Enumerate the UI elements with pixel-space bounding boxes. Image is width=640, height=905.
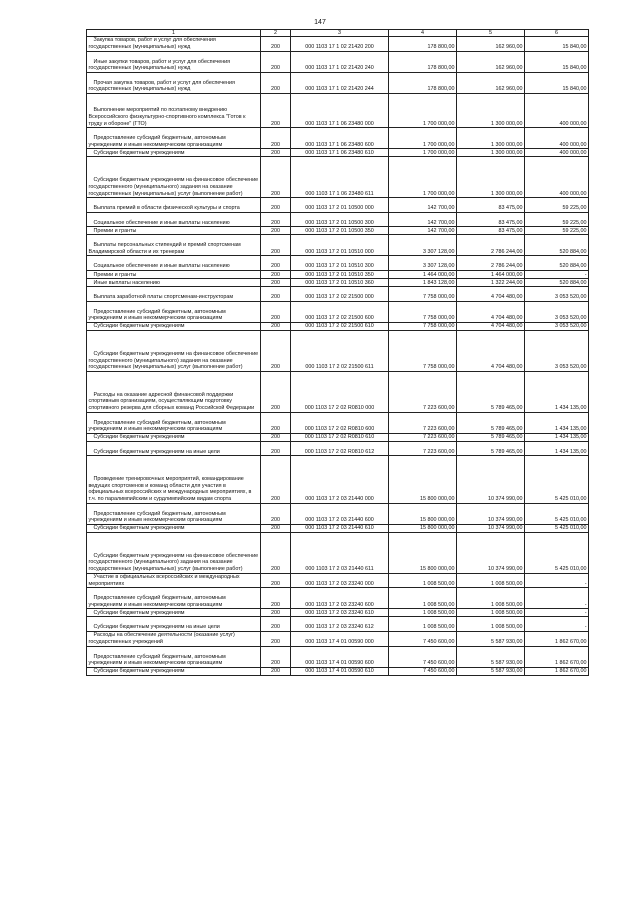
row-code: 200 xyxy=(261,149,291,157)
table-row xyxy=(87,157,589,198)
row-kbk: 000 1103 17 2 03 23240 000 xyxy=(291,573,389,588)
row-code: 200 xyxy=(261,588,291,609)
row-kbk: 000 1103 17 4 01 00590 610 xyxy=(291,667,389,675)
row-name: Премии и гранты xyxy=(87,271,261,279)
row-code: 200 xyxy=(261,256,291,271)
row-name: Предоставление субсидий бюджетным, автономным учреждениям и иным некоммерческим организациям xyxy=(87,646,261,667)
row-code: 200 xyxy=(261,301,291,322)
row-value-col5: 4 704 480,00 xyxy=(457,287,525,302)
row-value-col6: 1 862 670,00 xyxy=(525,632,589,647)
row-value-col6: 1 434 135,00 xyxy=(525,433,589,441)
row-value-col5: 5 789 465,00 xyxy=(457,412,525,433)
row-value-col4: 1 700 000,00 xyxy=(389,157,457,198)
row-value-col5: 4 704 480,00 xyxy=(457,330,525,371)
table-row xyxy=(87,322,589,330)
row-code: 200 xyxy=(261,667,291,675)
row-kbk: 000 1103 17 2 03 23240 612 xyxy=(291,617,389,632)
column-header-2: 2 xyxy=(261,30,291,37)
row-value-col4: 7 223 600,00 xyxy=(389,412,457,433)
row-kbk: 000 1103 17 2 02 R0810 612 xyxy=(291,441,389,456)
table-row xyxy=(87,128,589,149)
row-kbk: 000 1103 17 2 02 R0810 610 xyxy=(291,433,389,441)
row-value-col5: 5 587 930,00 xyxy=(457,632,525,647)
row-name: Прочая закупка товаров, работ и услуг для обеспечения государственных (муниципальных) нужд xyxy=(87,72,261,93)
row-value-col6: - xyxy=(525,271,589,279)
row-kbk: 000 1103 17 2 03 21440 610 xyxy=(291,524,389,532)
table-row xyxy=(87,646,589,667)
table-row xyxy=(87,256,589,271)
table-row xyxy=(87,287,589,302)
row-value-col6: 3 053 520,00 xyxy=(525,322,589,330)
row-code: 200 xyxy=(261,330,291,371)
row-value-col5: 1 300 000,00 xyxy=(457,128,525,149)
row-value-col5: 162 960,00 xyxy=(457,72,525,93)
row-code: 200 xyxy=(261,93,291,127)
row-value-col6: 59 225,00 xyxy=(525,227,589,235)
row-kbk: 000 1103 17 2 03 21440 611 xyxy=(291,532,389,573)
row-value-col6: - xyxy=(525,588,589,609)
row-value-col4: 7 758 000,00 xyxy=(389,287,457,302)
row-code: 200 xyxy=(261,322,291,330)
row-value-col4: 142 700,00 xyxy=(389,198,457,213)
row-value-col5: 83 475,00 xyxy=(457,198,525,213)
row-kbk: 000 1103 17 1 06 23480 000 xyxy=(291,93,389,127)
row-code: 200 xyxy=(261,524,291,532)
row-value-col5: 1 008 500,00 xyxy=(457,573,525,588)
table-row xyxy=(87,503,589,524)
row-value-col4: 7 223 600,00 xyxy=(389,433,457,441)
row-value-col6: - xyxy=(525,617,589,632)
table-row xyxy=(87,412,589,433)
row-kbk: 000 1103 17 1 02 21420 200 xyxy=(291,37,389,52)
table-row xyxy=(87,227,589,235)
row-code: 200 xyxy=(261,441,291,456)
row-kbk: 000 1103 17 2 02 R0810 000 xyxy=(291,371,389,412)
row-value-col6: 1 862 670,00 xyxy=(525,667,589,675)
row-value-col4: 15 800 000,00 xyxy=(389,532,457,573)
row-name: Предоставление субсидий бюджетным, автономным учреждениям и иным некоммерческим организациям xyxy=(87,128,261,149)
row-code: 200 xyxy=(261,72,291,93)
row-code: 200 xyxy=(261,271,291,279)
row-value-col5: 1 300 000,00 xyxy=(457,157,525,198)
row-value-col4: 7 450 600,00 xyxy=(389,667,457,675)
table-row xyxy=(87,532,589,573)
row-name: Субсидии бюджетным учреждениям на иные цели xyxy=(87,441,261,456)
table-row xyxy=(87,301,589,322)
row-code: 200 xyxy=(261,456,291,503)
row-kbk: 000 1103 17 2 01 10500 350 xyxy=(291,227,389,235)
row-value-col5: 2 786 244,00 xyxy=(457,235,525,256)
row-value-col6: 520 884,00 xyxy=(525,279,589,287)
row-value-col5: 1 300 000,00 xyxy=(457,93,525,127)
row-name: Субсидии бюджетным учреждениям xyxy=(87,524,261,532)
row-code: 200 xyxy=(261,433,291,441)
table-row xyxy=(87,198,589,213)
row-code: 200 xyxy=(261,212,291,227)
row-name: Субсидии бюджетным учреждениям xyxy=(87,149,261,157)
row-kbk: 000 1103 17 1 02 21420 240 xyxy=(291,51,389,72)
row-name: Социальное обеспечение и иные выплаты населению xyxy=(87,212,261,227)
row-code: 200 xyxy=(261,287,291,302)
row-value-col6: 1 434 135,00 xyxy=(525,412,589,433)
row-value-col4: 7 450 600,00 xyxy=(389,632,457,647)
row-kbk: 000 1103 17 2 02 R0810 600 xyxy=(291,412,389,433)
row-code: 200 xyxy=(261,279,291,287)
table-row xyxy=(87,667,589,675)
row-name: Субсидии бюджетным учреждениям xyxy=(87,667,261,675)
row-value-col4: 7 758 000,00 xyxy=(389,301,457,322)
row-name: Участие в официальных всероссийских и международных мероприятиях xyxy=(87,573,261,588)
row-value-col5: 5 587 930,00 xyxy=(457,646,525,667)
row-value-col5: 1 464 000,00 xyxy=(457,271,525,279)
row-value-col4: 7 223 600,00 xyxy=(389,371,457,412)
table-row xyxy=(87,371,589,412)
column-header-1: 1 xyxy=(87,30,261,37)
table-row xyxy=(87,72,589,93)
row-value-col4: 178 800,00 xyxy=(389,51,457,72)
row-kbk: 000 1103 17 2 01 10510 000 xyxy=(291,235,389,256)
row-value-col4: 1 008 500,00 xyxy=(389,609,457,617)
row-name: Закупка товаров, работ и услуг для обеспечения государственных (муниципальных) нужд xyxy=(87,37,261,52)
row-value-col5: 162 960,00 xyxy=(457,37,525,52)
row-code: 200 xyxy=(261,37,291,52)
table-row xyxy=(87,93,589,127)
row-value-col6: 3 053 520,00 xyxy=(525,287,589,302)
table-row xyxy=(87,441,589,456)
row-value-col5: 1 322 244,00 xyxy=(457,279,525,287)
row-name: Выплаты персональных стипендий и премий спортсменам Владимирской области и их тренерам xyxy=(87,235,261,256)
row-value-col4: 178 800,00 xyxy=(389,37,457,52)
row-kbk: 000 1103 17 2 01 10500 000 xyxy=(291,198,389,213)
budget-table xyxy=(86,29,589,676)
row-name: Субсидии бюджетным учреждениям на иные цели xyxy=(87,617,261,632)
row-value-col6: 400 000,00 xyxy=(525,93,589,127)
row-value-col6: 1 434 135,00 xyxy=(525,441,589,456)
row-name: Проведение тренировочных мероприятий, командирование ведущих спортсменов и команд области для участия в официальных всероссийских и международных мероприятиях, в т.ч. по паралимпийским и сурдлимпийским видам спорта xyxy=(87,456,261,503)
row-name: Субсидии бюджетным учреждениям xyxy=(87,433,261,441)
row-name: Иные закупки товаров, работ и услуг для обеспечения государственных (муниципальных) нужд xyxy=(87,51,261,72)
table-row xyxy=(87,573,589,588)
row-value-col4: 15 800 000,00 xyxy=(389,456,457,503)
column-header-3: 3 xyxy=(291,30,389,37)
table-row xyxy=(87,51,589,72)
row-kbk: 000 1103 17 2 03 21440 600 xyxy=(291,503,389,524)
row-name: Предоставление субсидий бюджетным, автономным учреждениям и иным некоммерческим организациям xyxy=(87,412,261,433)
row-code: 200 xyxy=(261,532,291,573)
row-value-col4: 178 800,00 xyxy=(389,72,457,93)
row-name: Расходы на оказание адресной финансовой поддержки спортивным организациям, осуществляющим подготовку спортивного резерва для сборных команд Российской Федерации xyxy=(87,371,261,412)
row-value-col4: 1 008 500,00 xyxy=(389,588,457,609)
row-kbk: 000 1103 17 2 02 21500 600 xyxy=(291,301,389,322)
row-name: Предоставление субсидий бюджетным, автономным учреждениям и иным некоммерческим организациям xyxy=(87,503,261,524)
table-row xyxy=(87,271,589,279)
table-row xyxy=(87,279,589,287)
row-value-col6: 5 425 010,00 xyxy=(525,532,589,573)
row-value-col5: 2 786 244,00 xyxy=(457,256,525,271)
table-row xyxy=(87,330,589,371)
row-kbk: 000 1103 17 2 02 21500 000 xyxy=(291,287,389,302)
row-value-col4: 7 758 000,00 xyxy=(389,322,457,330)
row-code: 200 xyxy=(261,573,291,588)
row-code: 200 xyxy=(261,609,291,617)
row-kbk: 000 1103 17 2 01 10510 350 xyxy=(291,271,389,279)
table-row xyxy=(87,524,589,532)
row-value-col6: 1 434 135,00 xyxy=(525,371,589,412)
row-value-col6: 520 884,00 xyxy=(525,256,589,271)
row-value-col5: 5 587 930,00 xyxy=(457,667,525,675)
row-value-col5: 1 008 500,00 xyxy=(457,609,525,617)
row-value-col4: 3 307 128,00 xyxy=(389,235,457,256)
row-name: Предоставление субсидий бюджетным, автономным учреждениям и иным некоммерческим организациям xyxy=(87,301,261,322)
row-value-col6: 3 053 520,00 xyxy=(525,330,589,371)
row-name: Премии и гранты xyxy=(87,227,261,235)
row-kbk: 000 1103 17 4 01 00590 600 xyxy=(291,646,389,667)
row-value-col6: 59 225,00 xyxy=(525,212,589,227)
row-kbk: 000 1103 17 2 02 21500 610 xyxy=(291,322,389,330)
row-value-col6: 5 425 010,00 xyxy=(525,456,589,503)
row-value-col6: 15 840,00 xyxy=(525,51,589,72)
row-value-col4: 7 223 600,00 xyxy=(389,441,457,456)
row-kbk: 000 1103 17 1 06 23480 600 xyxy=(291,128,389,149)
row-value-col6: 59 225,00 xyxy=(525,198,589,213)
row-value-col4: 1 464 000,00 xyxy=(389,271,457,279)
row-value-col5: 5 789 465,00 xyxy=(457,441,525,456)
table-body xyxy=(87,37,589,676)
row-value-col5: 4 704 480,00 xyxy=(457,322,525,330)
row-kbk: 000 1103 17 4 01 00590 000 xyxy=(291,632,389,647)
row-name: Выплата заработной платы спортсменам-инструкторам xyxy=(87,287,261,302)
row-value-col5: 4 704 480,00 xyxy=(457,301,525,322)
row-name: Субсидии бюджетным учреждениям xyxy=(87,609,261,617)
column-header-4: 4 xyxy=(389,30,457,37)
row-kbk: 000 1103 17 2 03 21440 000 xyxy=(291,456,389,503)
page-number: 147 xyxy=(314,19,326,26)
row-value-col6: 400 000,00 xyxy=(525,128,589,149)
row-value-col5: 10 374 990,00 xyxy=(457,524,525,532)
row-value-col6: 400 000,00 xyxy=(525,149,589,157)
row-code: 200 xyxy=(261,227,291,235)
row-code: 200 xyxy=(261,632,291,647)
row-name: Социальное обеспечение и иные выплаты населению xyxy=(87,256,261,271)
row-code: 200 xyxy=(261,371,291,412)
row-kbk: 000 1103 17 1 02 21420 244 xyxy=(291,72,389,93)
row-value-col5: 1 008 500,00 xyxy=(457,617,525,632)
row-value-col4: 15 800 000,00 xyxy=(389,503,457,524)
row-value-col6: 1 862 670,00 xyxy=(525,646,589,667)
row-value-col4: 1 008 500,00 xyxy=(389,573,457,588)
row-name: Выполнение мероприятий по поэтапному внедрению Всероссийского физкультурно-спортивного комплекса "Готов к труду и обороне" (ГТО) xyxy=(87,93,261,127)
table-row xyxy=(87,632,589,647)
row-value-col4: 142 700,00 xyxy=(389,212,457,227)
row-value-col6: 3 053 520,00 xyxy=(525,301,589,322)
row-value-col5: 1 300 000,00 xyxy=(457,149,525,157)
row-value-col4: 7 450 600,00 xyxy=(389,646,457,667)
row-code: 200 xyxy=(261,412,291,433)
row-code: 200 xyxy=(261,617,291,632)
row-value-col4: 1 843 128,00 xyxy=(389,279,457,287)
row-value-col5: 162 960,00 xyxy=(457,51,525,72)
row-name: Иные выплаты населению xyxy=(87,279,261,287)
row-code: 200 xyxy=(261,198,291,213)
row-value-col5: 10 374 990,00 xyxy=(457,456,525,503)
row-value-col5: 10 374 990,00 xyxy=(457,532,525,573)
table-row xyxy=(87,617,589,632)
row-code: 200 xyxy=(261,51,291,72)
table-row xyxy=(87,235,589,256)
row-name: Субсидии бюджетным учреждениям на финансовое обеспечение государственного (муниципального) задания на оказание государственных (муниципальных) услуг (выполнение работ) xyxy=(87,532,261,573)
row-name: Субсидии бюджетным учреждениям на финансовое обеспечение государственного (муниципального) задания на оказание государственных (муниципальных) услуг (выполнение работ) xyxy=(87,330,261,371)
row-name: Предоставление субсидий бюджетным, автономным учреждениям и иным некоммерческим организациям xyxy=(87,588,261,609)
row-kbk: 000 1103 17 2 01 10510 360 xyxy=(291,279,389,287)
row-kbk: 000 1103 17 2 03 23240 610 xyxy=(291,609,389,617)
row-value-col4: 1 700 000,00 xyxy=(389,93,457,127)
row-value-col4: 142 700,00 xyxy=(389,227,457,235)
table-row xyxy=(87,456,589,503)
row-value-col5: 5 789 465,00 xyxy=(457,371,525,412)
row-kbk: 000 1103 17 2 01 10510 300 xyxy=(291,256,389,271)
row-value-col4: 15 800 000,00 xyxy=(389,524,457,532)
row-value-col6: 5 425 010,00 xyxy=(525,524,589,532)
row-value-col4: 1 700 000,00 xyxy=(389,149,457,157)
row-code: 200 xyxy=(261,157,291,198)
row-value-col5: 5 789 465,00 xyxy=(457,433,525,441)
row-kbk: 000 1103 17 1 06 23480 611 xyxy=(291,157,389,198)
row-value-col4: 3 307 128,00 xyxy=(389,256,457,271)
row-name: Выплата премий в области физической культуры и спорта xyxy=(87,198,261,213)
row-value-col5: 83 475,00 xyxy=(457,227,525,235)
row-name: Субсидии бюджетным учреждениям xyxy=(87,322,261,330)
column-header-6: 6 xyxy=(525,30,589,37)
row-value-col4: 1 700 000,00 xyxy=(389,128,457,149)
row-value-col4: 1 008 500,00 xyxy=(389,617,457,632)
table-row xyxy=(87,37,589,52)
row-value-col4: 7 758 000,00 xyxy=(389,330,457,371)
row-value-col6: - xyxy=(525,573,589,588)
row-value-col6: 520 884,00 xyxy=(525,235,589,256)
row-value-col6: - xyxy=(525,609,589,617)
table-row xyxy=(87,588,589,609)
row-kbk: 000 1103 17 2 01 10500 300 xyxy=(291,212,389,227)
table-row xyxy=(87,212,589,227)
row-code: 200 xyxy=(261,128,291,149)
row-value-col5: 10 374 990,00 xyxy=(457,503,525,524)
row-kbk: 000 1103 17 2 02 21500 611 xyxy=(291,330,389,371)
row-value-col6: 400 000,00 xyxy=(525,157,589,198)
table-row xyxy=(87,609,589,617)
row-value-col5: 83 475,00 xyxy=(457,212,525,227)
table-row xyxy=(87,149,589,157)
row-kbk: 000 1103 17 1 06 23480 610 xyxy=(291,149,389,157)
column-header-5: 5 xyxy=(457,30,525,37)
row-name: Субсидии бюджетным учреждениям на финансовое обеспечение государственного (муниципального) задания на оказание государственных (муниципальных) услуг (выполнение работ) xyxy=(87,157,261,198)
row-name: Расходы на обеспечение деятельности (оказание услуг) государственных учреждений xyxy=(87,632,261,647)
row-code: 200 xyxy=(261,646,291,667)
row-value-col5: 1 008 500,00 xyxy=(457,588,525,609)
row-kbk: 000 1103 17 2 03 23240 600 xyxy=(291,588,389,609)
row-code: 200 xyxy=(261,503,291,524)
header-row xyxy=(87,30,589,37)
row-value-col6: 15 840,00 xyxy=(525,72,589,93)
table-row xyxy=(87,433,589,441)
row-code: 200 xyxy=(261,235,291,256)
row-value-col6: 15 840,00 xyxy=(525,37,589,52)
row-value-col6: 5 425 010,00 xyxy=(525,503,589,524)
